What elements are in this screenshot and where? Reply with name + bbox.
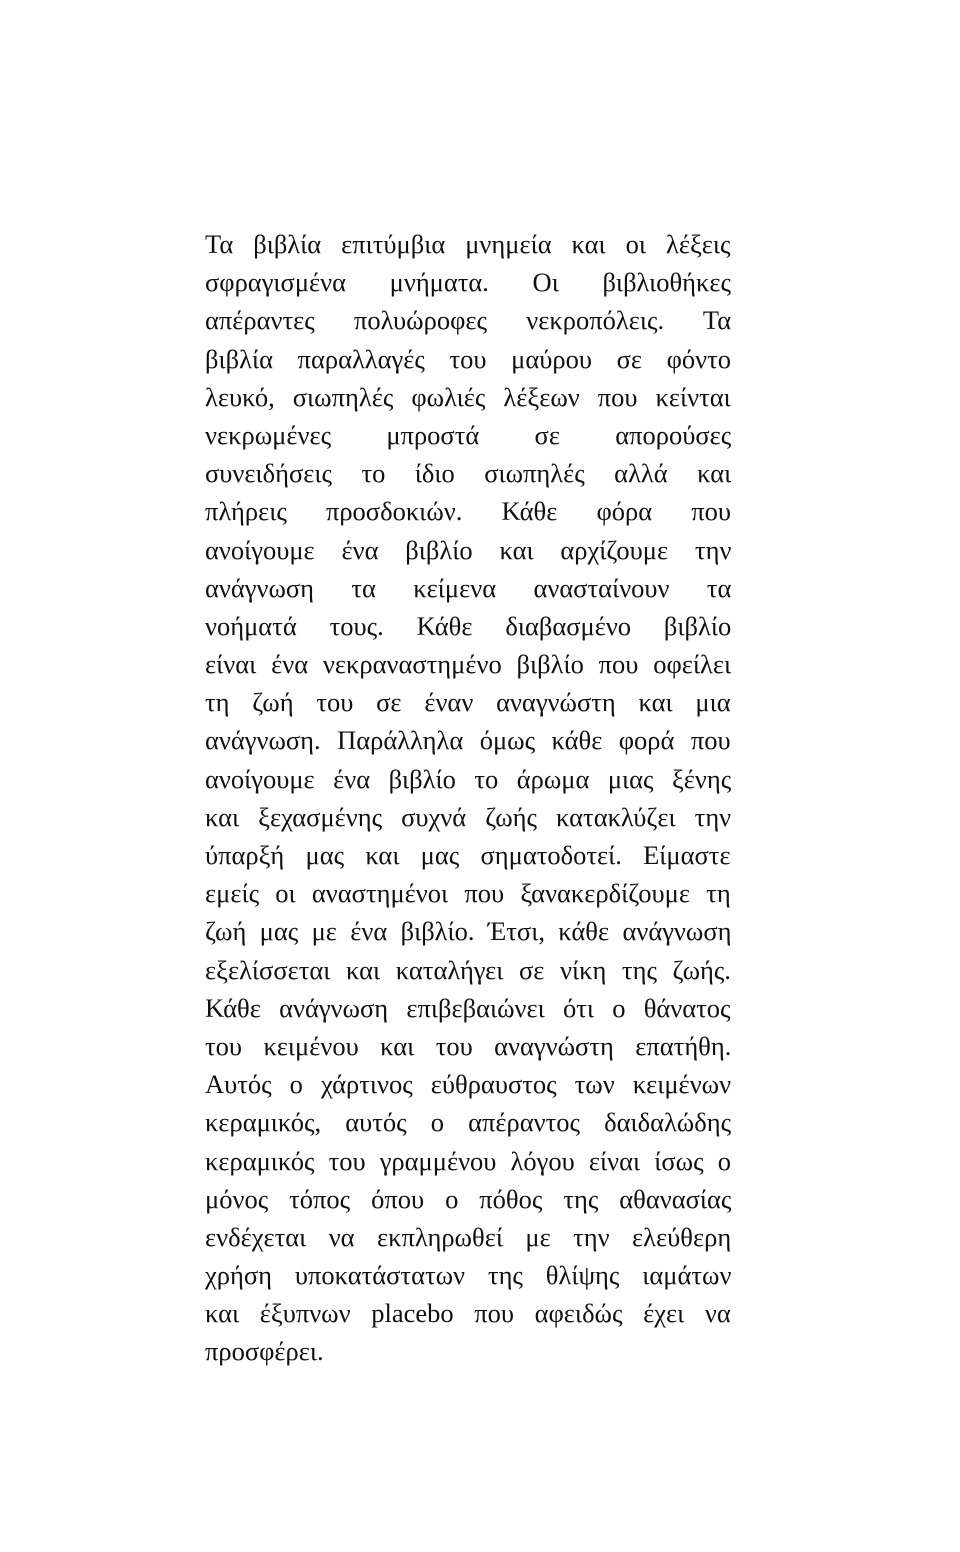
paragraph-line: και ξεχασμένης συχνά ζωής κατακλύζει την xyxy=(205,801,732,832)
paragraph-line: Κάθε ανάγνωση επιβεβαιώνει ότι ο θάνατος xyxy=(205,992,731,1023)
paragraph-line: νοήματά τους. Κάθε διαβασμένο βιβλίο xyxy=(205,610,732,641)
body-paragraph xyxy=(205,225,731,1371)
paragraph-line: λευκό, σιωπηλές φωλιές λέξεων που κείνται xyxy=(205,381,731,412)
paragraph-line: κεραμικός, αυτός ο απέραντος δαιδαλώδης xyxy=(205,1107,732,1138)
paragraph-line: εξελίσσεται και καταλήγει σε νίκη της ζωής. xyxy=(205,954,731,985)
paragraph-line: βιβλία παραλλαγές του μαύρου σε φόντο xyxy=(205,343,732,374)
paragraph-line: του κειμένου και του αναγνώστη επατήθη. xyxy=(205,1030,732,1061)
paragraph-line: Τα βιβλία επιτύμβια μνημεία και οι λέξεις xyxy=(205,229,731,259)
paragraph-line: μόνος τόπος όπου ο πόθος της αθανασίας xyxy=(205,1183,732,1214)
paragraph-line: σφραγισμένα μνήματα. Οι βιβλιοθήκες xyxy=(205,267,731,298)
paragraph-line: ανοίγουμε ένα βιβλίο και αρχίζουμε την xyxy=(205,534,732,565)
paragraph-line: συνειδήσεις το ίδιο σιωπηλές αλλά και xyxy=(205,458,732,489)
paragraph-line: και έξυπνων placebo που αφειδώς έχει να xyxy=(205,1298,731,1329)
paragraph-line: ύπαρξή μας και μας σηματοδοτεί. Είμαστε xyxy=(205,840,731,870)
paragraph-line: Αυτός ο χάρτινος εύθραυστος των κειμένων xyxy=(205,1069,732,1100)
paragraph-line: τη ζωή του σε έναν αναγνώστη και μια xyxy=(205,687,731,718)
paragraph-line: προσφέρει. xyxy=(205,1336,324,1367)
paragraph-line: ενδέχεται να εκπληρωθεί με την ελεύθερη xyxy=(205,1221,732,1252)
paragraph-line: είναι ένα νεκραναστημένο βιβλίο που οφείλει xyxy=(205,649,732,680)
paragraph-line: ανάγνωση. Παράλληλα όμως κάθε φορά που xyxy=(205,725,731,756)
paragraph-line: χρήση υποκατάστατων της θλίψης ιαμάτων xyxy=(205,1260,732,1291)
paragraph-line: ανοίγουμε ένα βιβλίο το άρωμα μιας ξένης xyxy=(205,763,732,794)
paragraph-line: εμείς οι αναστημένοι που ξανακερδίζουμε τη xyxy=(205,878,731,909)
paragraph-line: ζωή μας με ένα βιβλίο. Έτσι, κάθε ανάγνωση xyxy=(205,916,732,947)
paragraph-line: κεραμικός του γραμμένου λόγου είναι ίσως ο xyxy=(205,1145,731,1176)
paragraph-line: πλήρεις προσδοκιών. Κάθε φόρα που xyxy=(205,496,731,527)
paragraph-line: νεκρωμένες μπροστά σε απορούσες xyxy=(205,419,732,450)
paragraph-line: απέραντες πολυώροφες νεκροπόλεις. Τα xyxy=(205,305,732,336)
paragraph-line: ανάγνωση τα κείμενα ανασταίνουν τα xyxy=(205,572,732,603)
